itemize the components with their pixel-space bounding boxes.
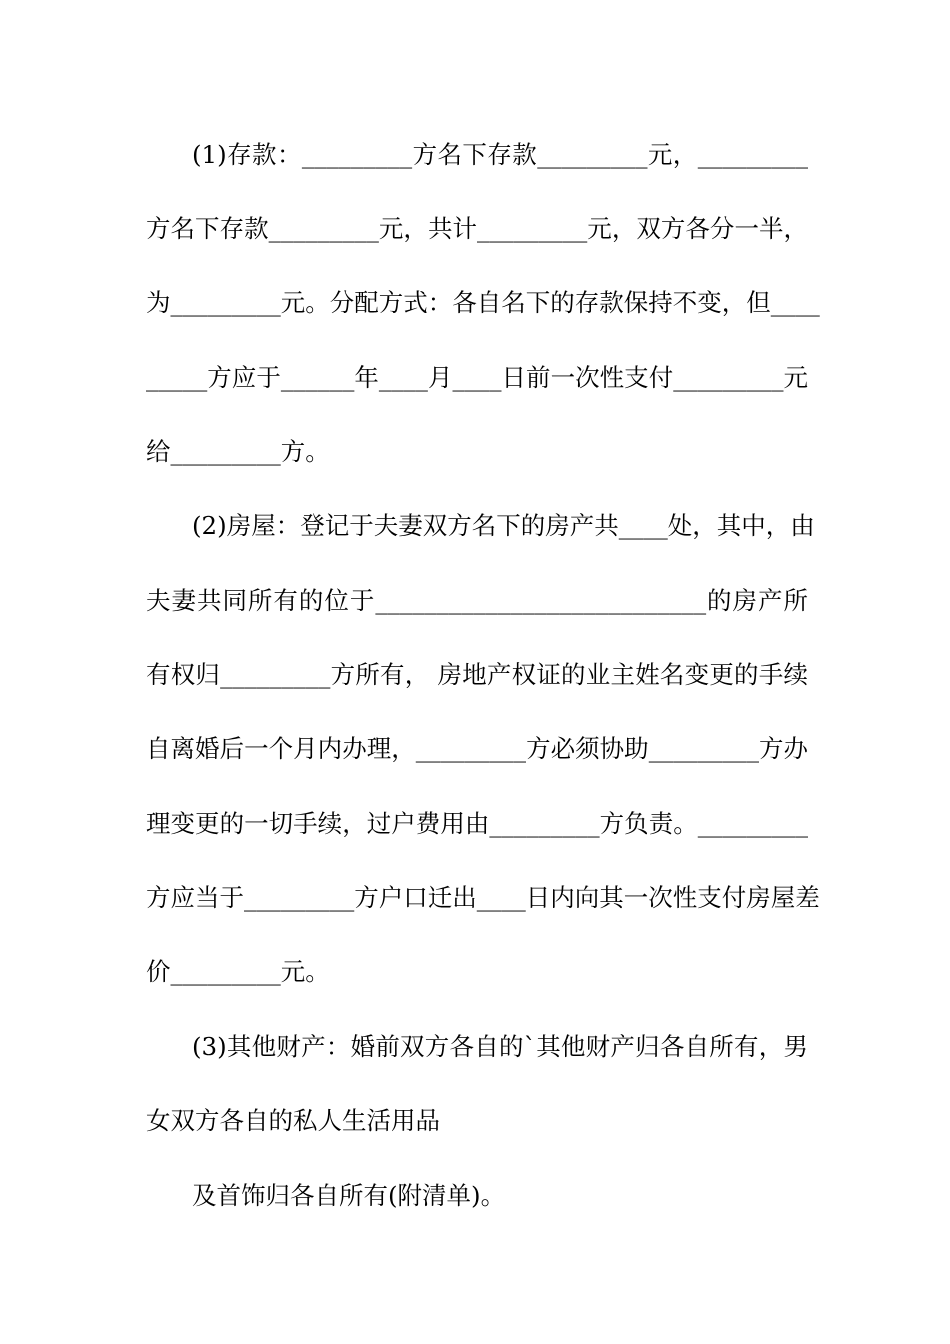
paragraph-2-line-2: 夫妻共同所有的位于___________________________的房产所 xyxy=(146,586,808,615)
paragraph-3-line-3: 及首饰归各自所有(附清单)。 xyxy=(192,1181,506,1210)
paragraph-1-line-1: (1)存款：_________方名下存款_________元，_________ xyxy=(192,140,808,169)
paragraph-2-line-3: 有权归_________方所有， 房地产权证的业主姓名变更的手续 xyxy=(146,660,808,689)
paragraph-1-line-4: _____方应于______年____月____日前一次性支付_________元 xyxy=(146,363,808,392)
paragraph-3-line-1: (3)其他财产：婚前双方各自的`其他财产归各自所有，男 xyxy=(192,1032,808,1061)
paragraph-1-line-5: 给_________方。 xyxy=(146,437,330,466)
paragraph-2-line-1: (2)房屋：登记于夫妻双方名下的房产共____处，其中，由 xyxy=(192,511,815,540)
paragraph-2-line-4: 自离婚后一个月内办理，_________方必须协助_________方办 xyxy=(146,734,808,763)
paragraph-1-line-3: 为_________元。分配方式：各自名下的存款保持不变，但____ xyxy=(146,288,820,317)
paragraph-3-line-2: 女双方各自的私人生活用品 xyxy=(146,1106,440,1135)
paragraph-2-line-7: 价_________元。 xyxy=(146,957,330,986)
paragraph-2-line-5: 理变更的一切手续，过户费用由_________方负责。_________ xyxy=(146,809,808,838)
paragraph-2-line-6: 方应当于_________方户口迁出____日内向其一次性支付房屋差 xyxy=(146,883,820,912)
paragraph-1-line-2: 方名下存款_________元，共计_________元，双方各分一半， xyxy=(146,214,808,243)
